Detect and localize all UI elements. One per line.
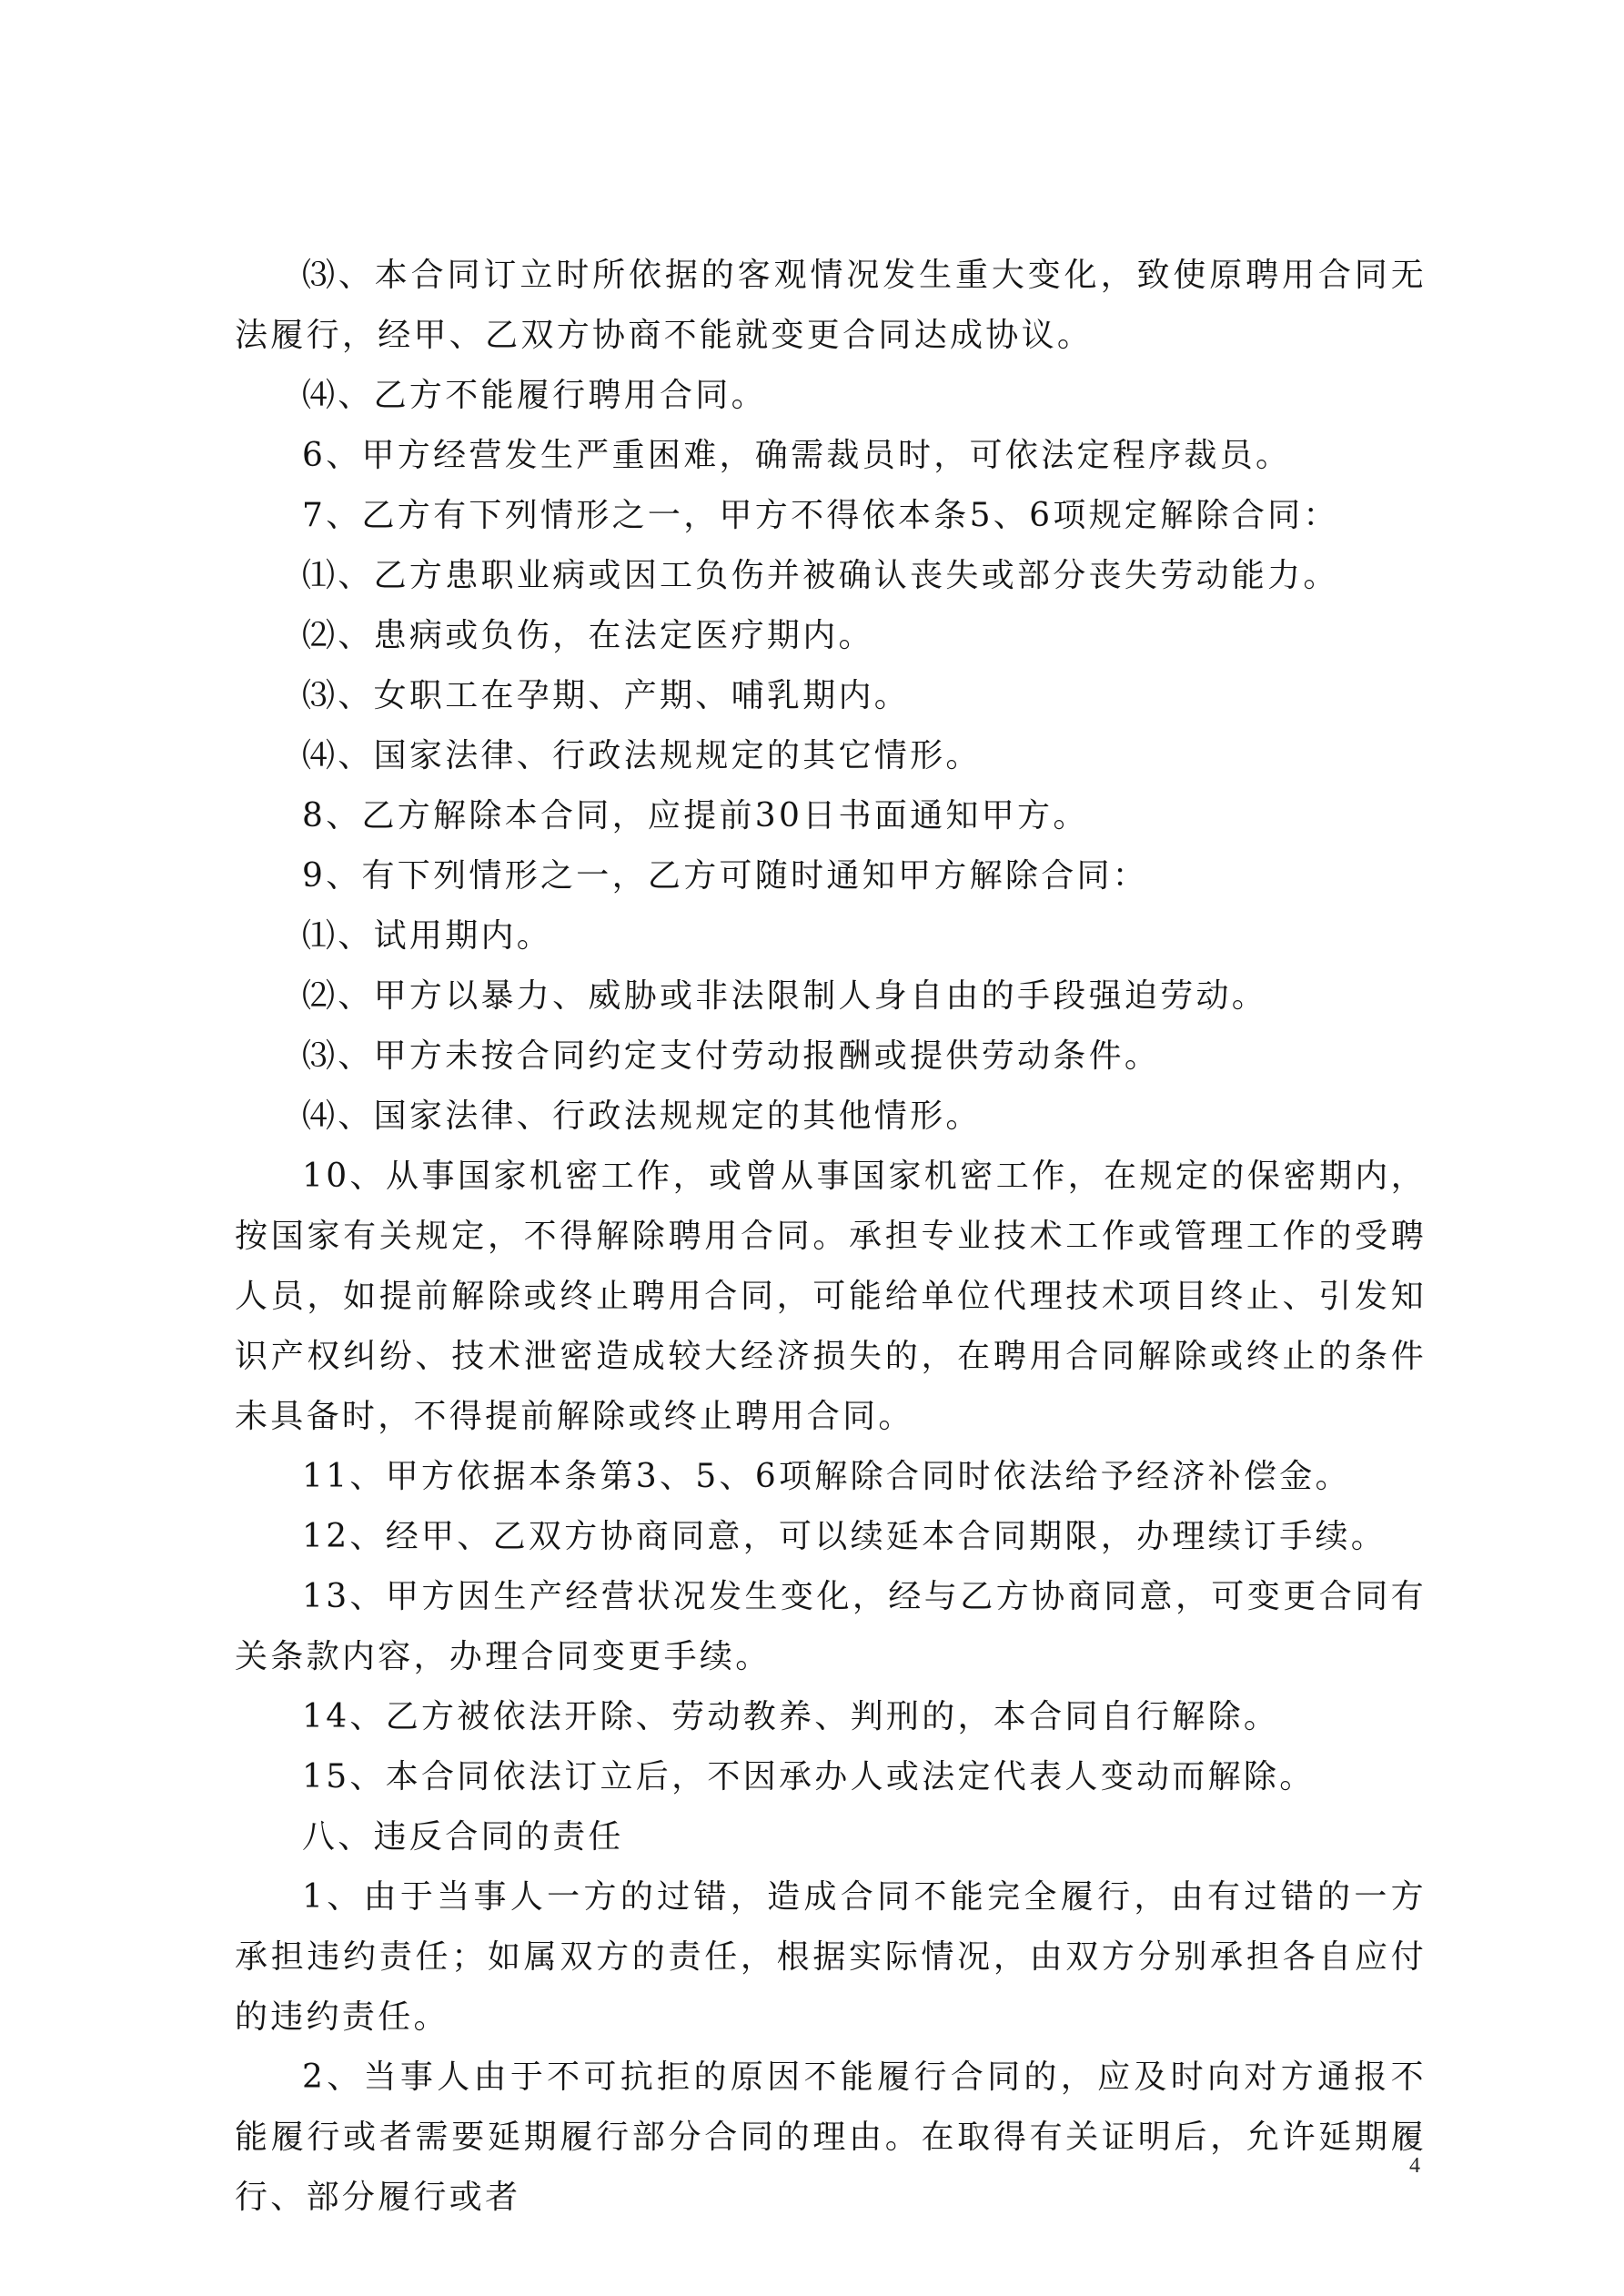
section-heading: 八、违反合同的责任 [302, 1818, 624, 1856]
clause-paragraph: ⑷、国家法律、行政法规规定的其它情形。 [302, 737, 982, 774]
clause-paragraph: 1、由于当事人一方的过错，造成合同不能完全履行，由有过错的一方承担违约责任；如属双方的责任，根据实际情况，由双方分别承担各自应付的违约责任。 [235, 1878, 1427, 2036]
clause-paragraph: ⑴、试用期内。 [302, 917, 553, 955]
clause-paragraph: 11、甲方依据本条第3、5、6项解除合同时依法给予经济补偿金。 [302, 1458, 1351, 1495]
clause-paragraph: 12、经甲、乙双方协商同意，可以续延本合同期限，办理续订手续。 [302, 1518, 1387, 1555]
clause-paragraph: ⑶、本合同订立时所依据的客观情况发生重大变化，致使原聘用合同无法履行，经甲、乙双方协商不能就变更合同达成协议。 [235, 257, 1427, 354]
clause-paragraph: 9、有下列情形之一，乙方可随时通知甲方解除合同： [302, 857, 1149, 895]
clause-paragraph: ⑷、国家法律、行政法规规定的其他情形。 [302, 1097, 982, 1135]
clause-paragraph: 7、乙方有下列情形之一，甲方不得依本条5、6项规定解除合同： [302, 497, 1339, 534]
clause-paragraph: ⑶、女职工在孕期、产期、哺乳期内。 [302, 677, 911, 714]
clause-paragraph: 14、乙方被依法开除、劳动教养、判刑的，本合同自行解除。 [302, 1698, 1280, 1735]
document-body [235, 246, 1427, 2228]
clause-paragraph: ⑷、乙方不能履行聘用合同。 [302, 377, 767, 414]
clause-paragraph: ⑵、甲方以暴力、威胁或非法限制人身自由的手段强迫劳动。 [302, 977, 1268, 1015]
clause-paragraph: 15、本合同依法订立后，不因承办人或法定代表人变动而解除。 [302, 1758, 1316, 1795]
clause-paragraph: ⑴、乙方患职业病或因工负伤并被确认丧失或部分丧失劳动能力。 [302, 557, 1339, 594]
clause-paragraph: 2、当事人由于不可抗拒的原因不能履行合同的，应及时向对方通报不能履行或者需要延期履行部分合同的理由。在取得有关证明后，允许延期履行、部分履行或者 [235, 2058, 1427, 2216]
clause-paragraph: ⑶、甲方未按合同约定支付劳动报酬或提供劳动条件。 [302, 1037, 1161, 1075]
clause-paragraph: 13、甲方因生产经营状况发生变化，经与乙方协商同意，可变更合同有关条款内容，办理合同变更手续。 [235, 1578, 1427, 1675]
page-number: 4 [1409, 2154, 1420, 2178]
clause-paragraph: ⑵、患病或负伤，在法定医疗期内。 [302, 617, 874, 654]
clause-paragraph: 8、乙方解除本合同，应提前30日书面通知甲方。 [302, 797, 1089, 834]
clause-paragraph: 10、从事国家机密工作，或曾从事国家机密工作，在规定的保密期内，按国家有关规定，不得解除聘用合同。承担专业技术工作或管理工作的受聘人员，如提前解除或终止聘用合同，可能给单位代理技术项目终止、引发知识产权纠纷、技术泄密造成较大经济损失的，在聘用合同解除或终止的条件未具备时，不得提前解除或终止聘用合同。 [235, 1158, 1427, 1435]
clause-paragraph: 6、甲方经营发生严重困难，确需裁员时，可依法定程序裁员。 [302, 437, 1292, 474]
